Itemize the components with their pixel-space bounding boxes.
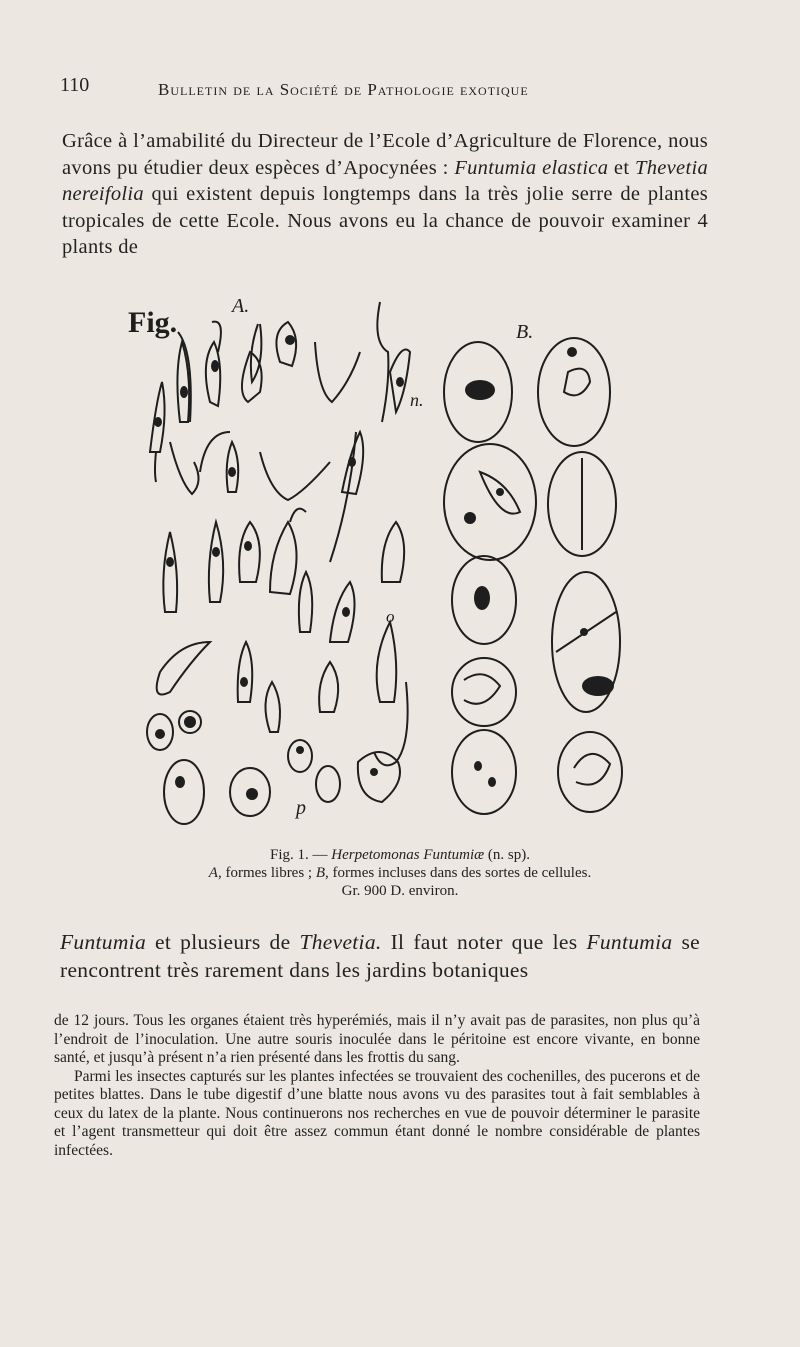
small-paragraph: Parmi les insectes capturés sur les plantes infectées se trouvaient des cochenilles, des pucerons et de petites blattes. Dans le tube digestif d’une blatte nous avons vu des parasites tout à fait semblables à ceux du latex de la plante. Nous continuerons nos recherches en vue de pouvoir déterminer le parasite et l’agent transmetteur qui doit être assez commun étant donné le nombre considérable de plantes infectées.: [54, 1067, 700, 1159]
text-run: qui existent depuis longtemps dans la très jolie serre de plantes tropicales de cette Ecole. Nous avons eu la chance de pouvoir examiner 4 plants de: [62, 183, 708, 258]
species-name: Thevetia nereifolia: [62, 156, 708, 205]
flagellate-form: [238, 642, 253, 702]
round-form: [288, 740, 312, 772]
flagellate-form: [150, 382, 165, 452]
nucleus: [154, 417, 162, 427]
caption-line: Gr. 900 D. environ.: [341, 883, 459, 899]
nucleus: [342, 607, 350, 617]
text-run: se rencontrent très rarement dans les jardins botaniques: [60, 930, 700, 982]
nucleus: [396, 377, 404, 387]
cell-body: [452, 730, 516, 814]
caption-line: [100, 846, 700, 864]
figure-caption: [100, 846, 700, 900]
flagellate-form: [377, 302, 388, 422]
nucleus: [212, 547, 220, 557]
flagellate-form: [290, 509, 306, 522]
nucleus: [370, 768, 378, 776]
text-run: et: [608, 156, 635, 179]
caption-text: , formes libres ;: [217, 865, 316, 881]
nucleus: [244, 541, 252, 551]
nucleus: [228, 467, 236, 477]
inner-form: [574, 754, 610, 785]
flagellate-form: [163, 532, 177, 612]
flagellate-form: [319, 662, 338, 712]
flagellate-form: [155, 452, 156, 482]
flagellate-form: [299, 572, 312, 632]
flagellate-form: [260, 452, 330, 500]
nucleus: [488, 777, 496, 787]
nucleus: [155, 729, 165, 739]
flagellate-form: [200, 432, 230, 472]
caption-text: (n. sp).: [484, 847, 530, 863]
nucleus: [580, 628, 588, 636]
label-o: o: [386, 607, 395, 626]
nucleus: [180, 386, 188, 398]
nucleus: [496, 488, 504, 496]
text-run: Grâce à l’amabilité du Directeur de l’Ecole d’Agriculture de Florence, nous avons pu étudier deux espèces d’Apocynées :: [62, 130, 708, 179]
page-number: 110: [60, 74, 90, 96]
page-header: [60, 74, 720, 104]
nucleus: [296, 746, 304, 754]
nucleus: [240, 677, 248, 687]
flagellate-form: [157, 642, 210, 695]
round-form: [164, 760, 204, 824]
nucleus: [348, 457, 356, 467]
flagellate-form: [265, 682, 280, 732]
flagellate-form: [315, 342, 360, 402]
nucleus: [582, 676, 614, 696]
small-print-section: [54, 1012, 700, 1160]
cell-body: [444, 444, 536, 560]
caption-text: , formes incluses dans des sortes de cellules.: [325, 865, 592, 881]
caption-line: [100, 864, 700, 882]
species-name: Thevetia.: [299, 930, 382, 954]
intro-paragraph: [62, 128, 708, 261]
nucleus: [246, 788, 258, 800]
caption-letter: A: [208, 865, 218, 881]
body-paragraph: [60, 928, 700, 984]
nucleus: [211, 360, 219, 372]
flagellate-form: [209, 522, 223, 602]
nucleus: [166, 557, 174, 567]
inner-form: [564, 369, 590, 396]
flagellate-form: [206, 342, 220, 406]
cell-body: [558, 732, 622, 812]
flagellate-form: [377, 622, 397, 702]
caption-text: Fig. 1. —: [269, 847, 332, 863]
caption-species: Herpetomonas Funtumiæ: [331, 847, 485, 863]
nucleus: [474, 761, 482, 771]
cell-body: [452, 658, 516, 726]
herpetomonas-drawing: [120, 282, 640, 832]
round-form: [316, 766, 340, 802]
flagellate-form: [382, 522, 404, 582]
text-run: Il faut noter que les: [381, 930, 587, 954]
flagellate-form: [239, 522, 260, 582]
small-paragraph: de 12 jours. Tous les organes étaient très hyperémiés, mais il n’y avait pas de parasites, non plus qu’à l’endroit de l’inoculation. Une autre souris inoculée dans le péritoine est encore vivante, en bonne santé, et jusqu’à présent n’a rien présenté dans les frottis du sang.: [54, 1012, 700, 1066]
label-p: p: [296, 797, 306, 819]
figure-illustration: [120, 282, 640, 832]
nucleus: [474, 586, 490, 610]
flagellate-form: [276, 322, 296, 366]
running-title: Bulletin de la Société de Pathologie exotique: [158, 80, 529, 99]
fig-label: Fig.: [128, 306, 178, 339]
nucleus: [464, 512, 476, 524]
flagellate-form: [170, 442, 199, 494]
flagellate-form: [270, 522, 297, 594]
inner-form: [464, 674, 500, 704]
label-a: A.: [232, 295, 250, 317]
nucleus: [465, 380, 495, 400]
nucleus: [567, 347, 577, 357]
label-n: n.: [410, 390, 424, 410]
flagellate-form: [227, 442, 239, 492]
caption-letter: B: [315, 865, 326, 881]
label-b: B.: [516, 321, 534, 343]
species-name: Funtumia elastica: [454, 156, 609, 179]
species-name: Funtumia: [60, 930, 147, 954]
nucleus: [184, 716, 196, 728]
text-run: et plusieurs de: [146, 930, 300, 954]
nucleus: [285, 335, 295, 345]
nucleus: [175, 776, 185, 788]
species-name: Funtumia: [586, 930, 673, 954]
